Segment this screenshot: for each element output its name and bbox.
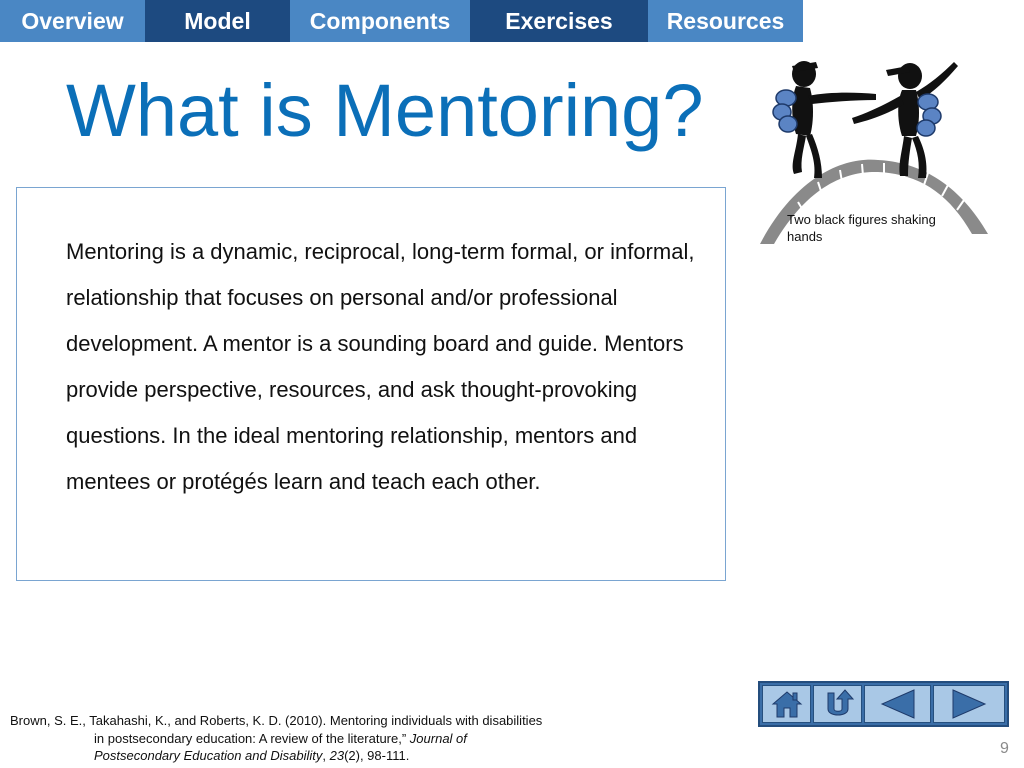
citation-journal-start: Journal of (409, 730, 467, 746)
left-arrow-icon (878, 688, 918, 720)
tab-model[interactable]: Model (145, 0, 290, 42)
citation-authors: Brown, S. E., Takahashi, K., and Roberts, K. D. (2010). Mentoring individuals with disabilities (10, 713, 543, 728)
next-button[interactable] (933, 685, 1005, 723)
citation-volume: 23 (329, 748, 345, 763)
definition-text: Mentoring is a dynamic, reciprocal, long-term formal, or informal, relationship that focuses on personal and/or professional development. A mentor is a sounding board and guide. Mentors provide perspective, resources, and ask thought-provoking questions. In the ideal mentoring relationship, mentors and mentees or protégés learn and teach each other. (66, 239, 695, 494)
slide-navigation (758, 681, 1009, 727)
page-title: What is Mentoring? (66, 69, 704, 152)
tab-components[interactable]: Components (290, 0, 470, 42)
right-arrow-icon (949, 688, 989, 720)
u-turn-icon (820, 687, 856, 721)
tab-overview[interactable]: Overview (0, 0, 145, 42)
citation-title-line (10, 730, 610, 748)
home-button[interactable] (762, 685, 811, 723)
citation-journal: Postsecondary Education and Disability (94, 748, 323, 763)
tab-bar (0, 0, 803, 42)
tab-resources[interactable]: Resources (648, 0, 803, 42)
citation-pages: (2), 98-111. (344, 748, 410, 763)
citation (10, 712, 610, 765)
citation-journal-line (10, 747, 610, 765)
tab-exercises[interactable]: Exercises (470, 0, 648, 42)
definition-box (16, 187, 726, 581)
home-icon (769, 688, 805, 720)
return-button[interactable] (813, 685, 862, 723)
previous-button[interactable] (864, 685, 931, 723)
citation-separator: , (322, 748, 330, 763)
image-caption: Two black figures shaking hands (787, 212, 936, 244)
page-number: 9 (1000, 740, 1009, 757)
citation-title: in postsecondary education: A review of the literature,” (94, 730, 410, 746)
